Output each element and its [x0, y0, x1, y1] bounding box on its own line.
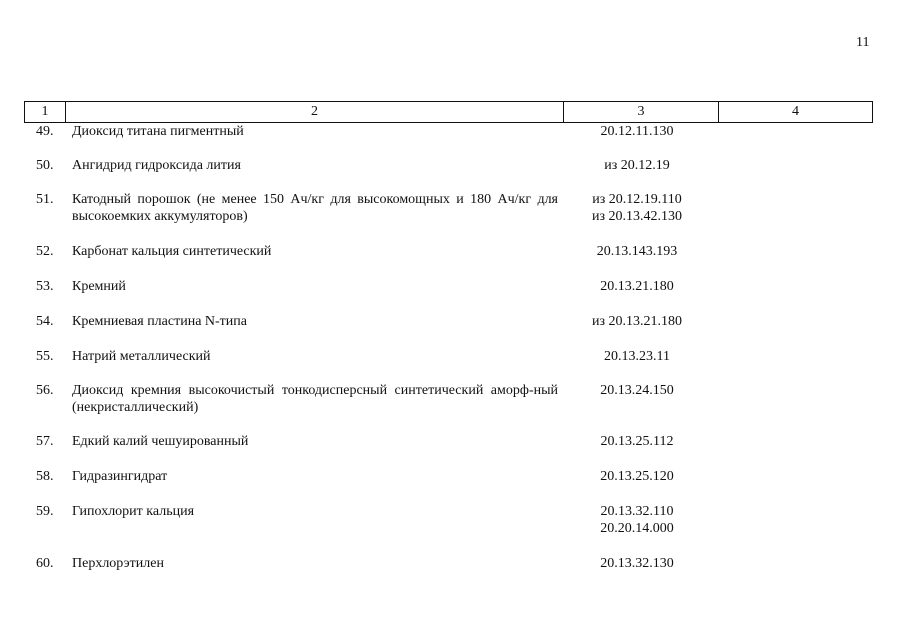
header-col-2: 2: [66, 102, 564, 122]
header-col-4: 4: [792, 104, 799, 119]
row-number: 57.: [36, 434, 54, 449]
code-value: из 20.13.42.130: [591, 209, 683, 224]
code-value: 20.20.14.000: [600, 521, 674, 536]
header-col-3: 3: [564, 102, 719, 122]
row-number: 53.: [36, 279, 54, 294]
header-col-1: 1: [25, 102, 66, 122]
row-name: Кремниевая пластина N-типа: [72, 314, 247, 329]
row-name: Катодный порошок (не менее 150 Ач/кг для высокомощных и 180 Ач/кг для высокоемких аккумуляторов): [72, 192, 558, 224]
row-name: Кремний: [72, 279, 126, 294]
table-header: [24, 101, 873, 123]
row-number: 49.: [36, 124, 54, 139]
page-number: 11: [856, 35, 870, 50]
row-code: [562, 157, 712, 174]
code-value: 20.12.11.130: [600, 124, 674, 139]
row-name: Натрий металлический: [72, 349, 211, 364]
row-name: Диоксид кремния высокочистый тонкодисперсный синтетический аморф-ный (некристаллический): [72, 383, 558, 415]
row-number: 56.: [36, 383, 54, 398]
code-value: 20.13.21.180: [600, 279, 674, 294]
row-number: 58.: [36, 469, 54, 484]
row-code: [562, 278, 712, 295]
row-number: 59.: [36, 504, 54, 519]
row-name: Гидразингидрат: [72, 469, 168, 484]
row-name: Едкий калий чешуированный: [72, 434, 249, 449]
row-number: 51.: [36, 192, 54, 207]
row-name: Диоксид титана пигментный: [72, 124, 244, 139]
code-value: из 20.13.21.180: [591, 314, 683, 329]
row-number: 60.: [36, 556, 54, 571]
row-code: [562, 123, 712, 140]
row-name: Карбонат кальция синтетический: [72, 244, 272, 259]
row-code: [562, 243, 712, 260]
row-name: Ангидрид гидроксида лития: [72, 158, 241, 173]
row-name: Перхлорэтилен: [72, 556, 164, 571]
row-number: 50.: [36, 158, 54, 173]
code-value: 20.13.24.150: [600, 383, 674, 398]
row-number: 55.: [36, 349, 54, 364]
row-code: [562, 555, 712, 572]
row-code: [562, 468, 712, 485]
code-value: 20.13.25.120: [600, 469, 674, 484]
code-value: 20.13.25.112: [600, 434, 674, 449]
row-number: 54.: [36, 314, 54, 329]
row-code: [562, 191, 712, 225]
code-value: 20.13.23.11: [604, 349, 670, 364]
row-code: [562, 313, 712, 330]
row-code: [562, 348, 712, 365]
row-code: [562, 433, 712, 450]
row-number: 52.: [36, 244, 54, 259]
code-value: из 20.12.19.110: [592, 192, 682, 207]
code-value: 20.13.32.130: [600, 556, 674, 571]
code-value: из 20.12.19: [604, 158, 670, 173]
row-code: [562, 382, 712, 399]
code-value: 20.13.143.193: [596, 244, 678, 259]
row-code: [562, 503, 712, 537]
code-value: 20.13.32.110: [600, 504, 674, 519]
row-name: Гипохлорит кальция: [72, 504, 195, 519]
